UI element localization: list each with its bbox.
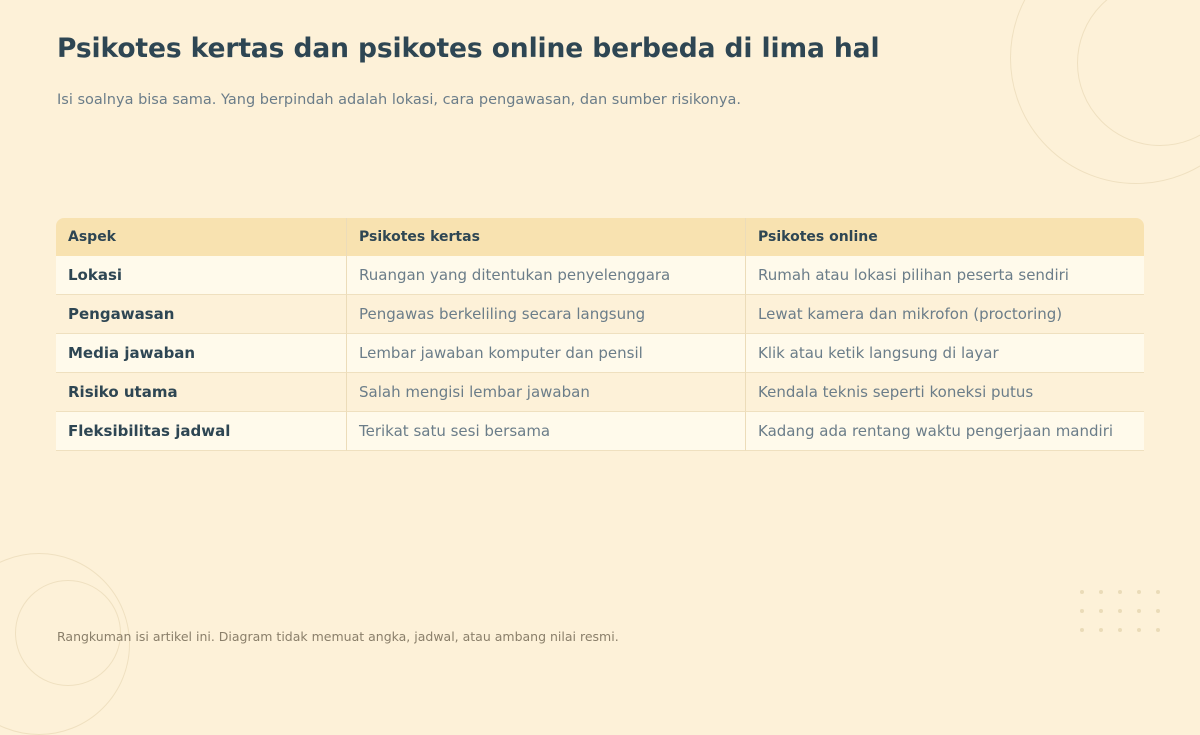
decorative-dot — [1080, 590, 1084, 594]
paper-test-cell: Pengawas berkeliling secara langsung — [346, 295, 745, 334]
decorative-dot — [1099, 590, 1103, 594]
decorative-dot — [1137, 609, 1141, 613]
online-test-cell: Kendala teknis seperti koneksi putus — [745, 373, 1144, 412]
paper-test-cell: Salah mengisi lembar jawaban — [346, 373, 745, 412]
row-aspect-cell: Fleksibilitas jadwal — [56, 412, 346, 451]
paper-test-cell: Lembar jawaban komputer dan pensil — [346, 334, 745, 373]
table-row — [56, 373, 1144, 412]
decorative-dot-grid — [1080, 590, 1160, 632]
table-row — [56, 256, 1144, 295]
decorative-dot — [1118, 590, 1122, 594]
decorative-dot — [1156, 609, 1160, 613]
online-test-cell: Rumah atau lokasi pilihan peserta sendiri — [745, 256, 1144, 295]
decorative-dot — [1137, 590, 1141, 594]
decorative-dot — [1156, 628, 1160, 632]
column-header-aspect: Aspek — [56, 218, 346, 256]
paper-test-cell: Ruangan yang ditentukan penyelenggara — [346, 256, 745, 295]
online-test-cell: Klik atau ketik langsung di layar — [745, 334, 1144, 373]
row-aspect-cell: Media jawaban — [56, 334, 346, 373]
page-title: Psikotes kertas dan psikotes online berbeda di lima hal — [57, 33, 880, 64]
decorative-dot — [1099, 628, 1103, 632]
table-row — [56, 295, 1144, 334]
decorative-dot — [1080, 609, 1084, 613]
footnote: Rangkuman isi artikel ini. Diagram tidak memuat angka, jadwal, atau ambang nilai resmi. — [57, 629, 619, 644]
row-aspect-cell: Pengawasan — [56, 295, 346, 334]
online-test-cell: Kadang ada rentang waktu pengerjaan mandiri — [745, 412, 1144, 451]
decorative-dot — [1099, 609, 1103, 613]
table-header-row — [56, 218, 1144, 256]
online-test-cell: Lewat kamera dan mikrofon (proctoring) — [745, 295, 1144, 334]
paper-test-cell: Terikat satu sesi bersama — [346, 412, 745, 451]
table-row — [56, 334, 1144, 373]
row-aspect-cell: Lokasi — [56, 256, 346, 295]
comparison-table — [56, 218, 1144, 451]
decorative-dot — [1118, 609, 1122, 613]
column-header-paper-test: Psikotes kertas — [346, 218, 745, 256]
column-header-online-test: Psikotes online — [745, 218, 1144, 256]
decorative-dot — [1118, 628, 1122, 632]
page-subtitle: Isi soalnya bisa sama. Yang berpindah adalah lokasi, cara pengawasan, dan sumber risikonya. — [57, 92, 741, 108]
table-row — [56, 412, 1144, 451]
row-aspect-cell: Risiko utama — [56, 373, 346, 412]
decorative-dot — [1156, 590, 1160, 594]
decorative-dot — [1137, 628, 1141, 632]
decorative-dot — [1080, 628, 1084, 632]
